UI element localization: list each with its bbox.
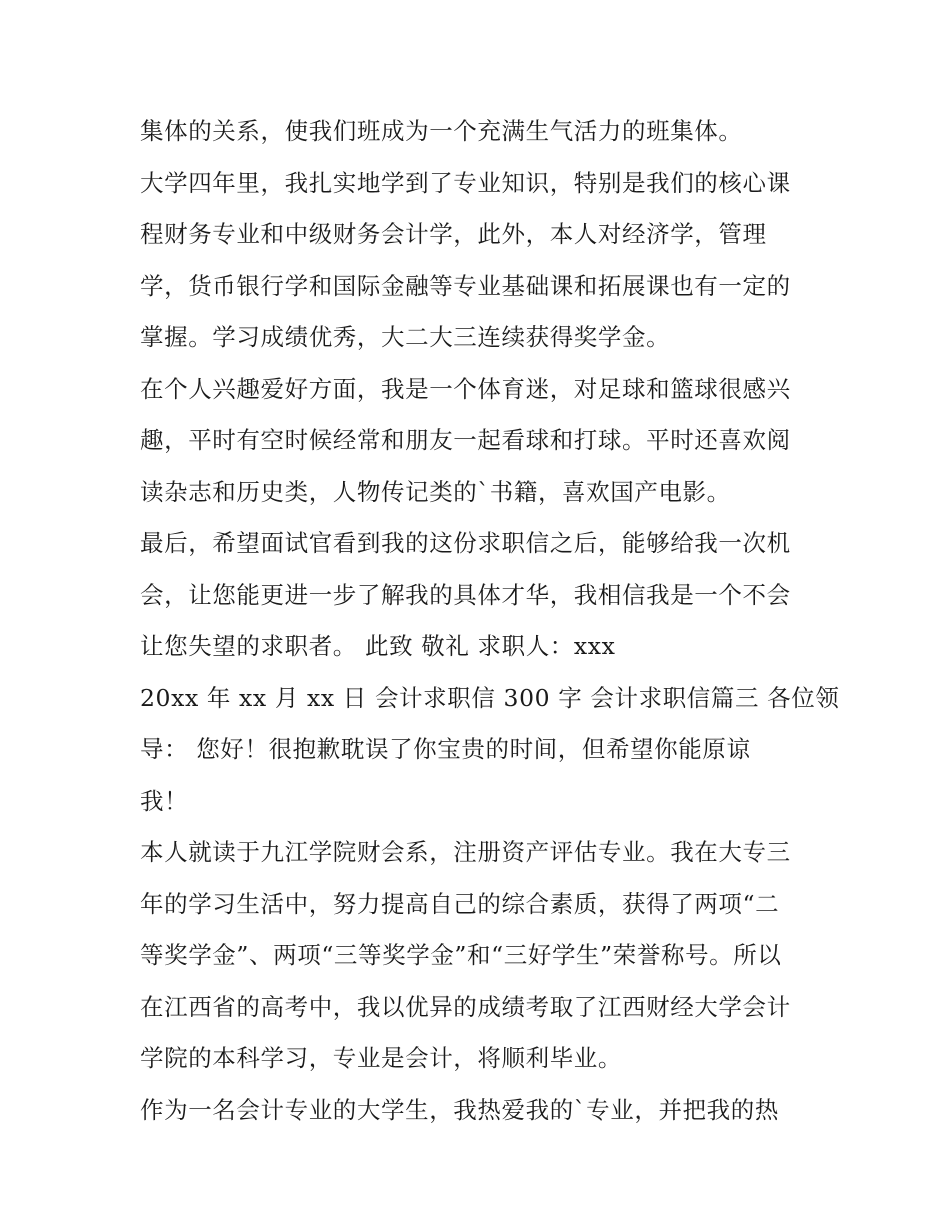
text-line: 大学四年里，我扎实地学到了专业知识，特别是我们的核心课	[140, 168, 791, 197]
text-line: 导： 您好！很抱歉耽误了你宝贵的时间，但希望你能原谅	[140, 735, 751, 763]
body-text	[140, 106, 840, 1136]
text-line: 掌握。学习成绩优秀，大二大三连续获得奖学金。	[140, 323, 671, 351]
text-line: 学，货币银行学和国际金融等专业基础课和拓展课也有一定的	[140, 271, 791, 300]
text-line: 等奖学金”、两项“三等奖学金”和“三好学生”荣誉称号。所以	[140, 941, 782, 969]
text-line: 集体的关系，使我们班成为一个充满生气活力的班集体。	[140, 117, 743, 145]
text-line: 会，让您能更进一步了解我的具体才华，我相信我是一个不会	[140, 580, 791, 609]
text-line: 学院的本科学习，专业是会计，将顺利毕业。	[140, 1044, 622, 1072]
text-line: 年的学习生活中，努力提高自己的综合素质，获得了两项“二	[140, 889, 780, 918]
text-line: 读杂志和历史类，人物传记类的`书籍，喜欢国产电影。	[140, 477, 731, 506]
text-line: 让您失望的求职者。 此致 敬礼 求职人：xxx	[140, 632, 616, 660]
text-line: 我！	[140, 786, 189, 815]
text-line: 在江西省的高考中，我以优异的成绩考取了江西财经大学会计	[140, 992, 791, 1021]
text-line: 本人就读于九江学院财会系，注册资产评估专业。我在大专三	[140, 838, 791, 866]
text-line: 程财务专业和中级财务会计学，此外，本人对经济学，管理	[140, 220, 767, 248]
text-line: 趣，平时有空时候经常和朋友一起看球和打球。平时还喜欢阅	[140, 426, 791, 454]
text-line: 作为一名会计专业的大学生，我热爱我的`专业，并把我的热	[140, 1095, 779, 1124]
text-line: 在个人兴趣爱好方面，我是一个体育迷，对足球和篮球很感兴	[140, 374, 791, 403]
text-line: 20xx 年 xx 月 xx 日 会计求职信 300 字 会计求职信篇三 各位领	[140, 683, 840, 712]
text-line: 最后，希望面试官看到我的这份求职信之后，能够给我一次机	[140, 529, 791, 557]
